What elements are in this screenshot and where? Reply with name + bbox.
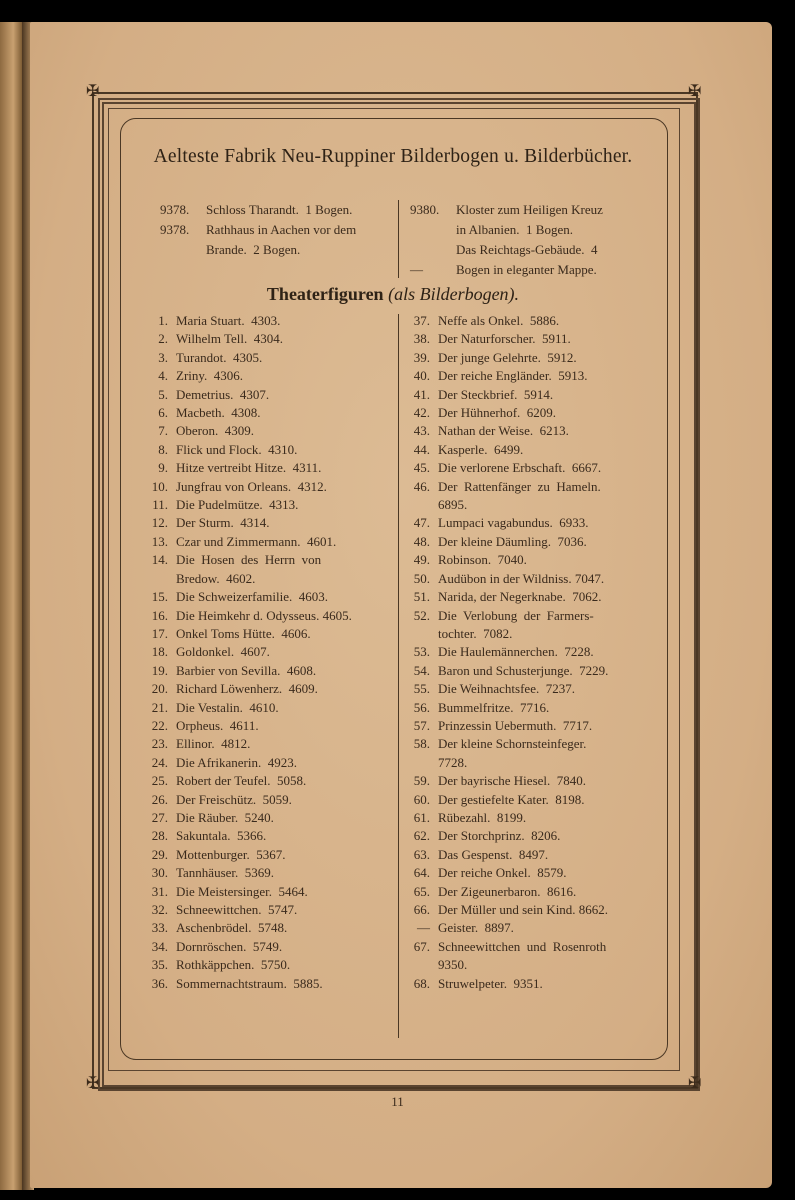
play-entry (142, 883, 392, 901)
play-title: Barbier von Sevilla. 4608. (176, 662, 317, 678)
play-title: Robert der Teufel. 5058. (176, 773, 307, 789)
play-title: Struwelpeter. 9351. (438, 975, 543, 991)
play-number: 14. (151, 552, 168, 568)
play-number: 15. (151, 589, 168, 605)
play-entry (142, 699, 392, 717)
play-number: 28. (151, 828, 168, 844)
play-title: Schneewittchen und Rosenroth (438, 938, 607, 954)
play-entry (142, 386, 392, 404)
play-title: Ellinor. 4812. (176, 736, 251, 752)
corner-ornament-icon: ✠ (688, 1075, 702, 1092)
play-entry (404, 772, 654, 790)
play-entry (142, 625, 392, 643)
play-number: 60. (413, 791, 430, 807)
play-number: 7. (158, 423, 168, 439)
play-title: Maria Stuart. 4303. (176, 313, 281, 328)
play-entry (404, 459, 654, 477)
play-title: Narida, der Negerknabe. 7062. (438, 589, 602, 605)
play-entry (142, 956, 392, 974)
corner-ornament-icon: ✠ (86, 83, 100, 100)
catalog-text: Kloster zum Heiligen Kreuz (456, 202, 603, 217)
catalog-line (410, 240, 650, 260)
play-title: Audübon in der Wildniss. 7047. (438, 570, 605, 586)
top-column-divider (398, 200, 399, 278)
play-title: Der kleine Däumling. 7036. (438, 533, 587, 549)
play-title: Der junge Gelehrte. 5912. (438, 349, 577, 365)
play-number: 21. (151, 699, 168, 715)
play-title: Sommernachtstraum. 5885. (176, 975, 323, 991)
play-entry (142, 533, 392, 551)
play-entry (142, 975, 392, 993)
play-title: 9350. (438, 957, 468, 973)
catalog-text: Rathhaus in Aachen vor dem (206, 222, 357, 237)
play-title: Hitze vertreibt Hitze. 4311. (176, 460, 322, 476)
play-entry-continuation (404, 956, 654, 974)
play-number: 4. (158, 368, 168, 384)
play-entry (404, 827, 654, 845)
play-number: 45. (413, 460, 430, 476)
play-title: Wilhelm Tell. 4304. (176, 331, 284, 347)
play-title: Flick und Flock. 4310. (176, 441, 298, 457)
play-entry (142, 864, 392, 882)
catalog-line (160, 200, 390, 220)
play-number: 35. (151, 957, 168, 973)
play-title: Orpheus. 4611. (176, 717, 259, 733)
play-entry (142, 459, 392, 477)
play-number: 62. (413, 828, 430, 844)
play-title: Der Zigeunerbaron. 8616. (438, 883, 577, 899)
top-left-block (160, 200, 390, 260)
catalog-text: in Albanien. 1 Bogen. (456, 222, 573, 237)
play-entry (404, 404, 654, 422)
play-entry (142, 754, 392, 772)
play-number: 1. (158, 313, 168, 328)
play-title: Der Storchprinz. 8206. (438, 828, 561, 844)
play-title: Der reiche Onkel. 8579. (438, 865, 567, 881)
play-number: 3. (158, 349, 168, 365)
play-entry (142, 827, 392, 845)
catalog-line (160, 220, 390, 240)
play-number: 54. (413, 662, 430, 678)
play-number: 17. (151, 625, 168, 641)
play-number: 31. (151, 883, 168, 899)
catalog-number: 9378. (160, 222, 190, 237)
play-title: Die Weihnachtsfee. 7237. (438, 681, 575, 697)
play-number: 5. (158, 386, 168, 402)
play-entry (404, 791, 654, 809)
play-title: Tannhäuser. 5369. (176, 865, 275, 881)
play-title: Die Räuber. 5240. (176, 809, 274, 825)
play-number: — (417, 920, 430, 936)
catalog-line (410, 260, 650, 280)
play-title: Neffe als Onkel. 5886. (438, 313, 560, 328)
play-number: 58. (413, 736, 430, 752)
play-number: 20. (151, 681, 168, 697)
catalog-number: 9378. (160, 202, 190, 217)
play-number: 32. (151, 902, 168, 917)
play-title: Oberon. 4309. (176, 423, 254, 439)
play-title: Baron und Schusterjunge. 7229. (438, 662, 609, 678)
page-number: 11 (391, 1094, 404, 1109)
play-title: Lumpaci vagabundus. 6933. (438, 515, 589, 531)
catalog-line (410, 200, 650, 220)
play-number: 24. (151, 754, 168, 770)
play-number: 55. (413, 681, 430, 697)
play-number: 33. (151, 920, 168, 936)
left-column (142, 312, 392, 993)
play-entry (142, 717, 392, 735)
play-title: Die Verlobung der Farmers- (438, 607, 594, 623)
play-entry (142, 422, 392, 440)
play-entry (404, 717, 654, 735)
play-title: Der Steckbrief. 5914. (438, 386, 554, 402)
play-number: 68. (413, 975, 430, 991)
play-entry (404, 386, 654, 404)
play-entry-continuation (404, 754, 654, 772)
play-entry (404, 846, 654, 864)
play-entry (142, 809, 392, 827)
play-title: Kasperle. 6499. (438, 441, 524, 457)
play-title: Der reiche Engländer. 5913. (438, 368, 588, 384)
page-title: Aelteste Fabrik Neu-Ruppiner Bilderbogen u. Bilderbücher. (153, 146, 633, 167)
play-number: 22. (151, 717, 168, 733)
play-title: Rübezahl. 8199. (438, 809, 527, 825)
top-right-block (410, 200, 650, 280)
play-title: Die Vestalin. 4610. (176, 699, 279, 715)
play-title: Der Sturm. 4314. (176, 515, 270, 531)
play-entry (142, 496, 392, 514)
play-number: 63. (413, 846, 430, 862)
play-number: 34. (151, 938, 168, 954)
play-number: 50. (413, 570, 430, 586)
play-title: Das Gespenst. 8497. (438, 846, 549, 862)
play-number: 49. (413, 552, 430, 568)
play-entry (142, 441, 392, 459)
play-title: Mottenburger. 5367. (176, 846, 286, 862)
play-entry (404, 809, 654, 827)
play-title: Die verlorene Erbschaft. 6667. (438, 460, 602, 476)
play-entry (404, 643, 654, 661)
play-number: 53. (413, 644, 430, 660)
play-entry (404, 478, 654, 496)
play-number: 46. (413, 478, 430, 494)
play-title: Dornröschen. 5749. (176, 938, 283, 954)
play-number: 39. (413, 349, 430, 365)
catalog-text: Schloss Tharandt. 1 Bogen. (206, 202, 353, 217)
play-entry (404, 312, 654, 330)
play-number: 66. (413, 902, 430, 917)
play-entry (404, 514, 654, 532)
play-entry (404, 662, 654, 680)
catalog-text: Das Reichtags-Gebäude. 4 (456, 242, 598, 257)
play-entry (404, 330, 654, 348)
play-title: Czar und Zimmermann. 4601. (176, 533, 337, 549)
play-number: 41. (413, 386, 430, 402)
play-title: Jungfrau von Orleans. 4312. (176, 478, 327, 494)
play-entry (142, 607, 392, 625)
play-title: Die Pudelmütze. 4313. (176, 497, 299, 513)
play-entry (142, 404, 392, 422)
play-entry (404, 551, 654, 569)
play-number: 10. (151, 478, 168, 494)
play-number: 26. (151, 791, 168, 807)
main-column-divider (398, 314, 399, 1038)
play-entry (142, 680, 392, 698)
play-entry (404, 533, 654, 551)
play-title: Bredow. 4602. (176, 570, 256, 586)
right-column (404, 312, 654, 993)
play-number: 67. (413, 938, 430, 954)
play-number: 36. (151, 975, 168, 991)
play-entry (404, 680, 654, 698)
play-title: Aschenbrödel. 5748. (176, 920, 288, 936)
play-entry (142, 643, 392, 661)
play-number: 30. (151, 865, 168, 881)
play-number: 65. (413, 883, 430, 899)
play-entry (404, 422, 654, 440)
play-number: 25. (151, 773, 168, 789)
play-title: Der Naturforscher. 5911. (438, 331, 571, 347)
play-title: Macbeth. 4308. (176, 405, 261, 421)
play-entry (142, 919, 392, 937)
play-number: 29. (151, 846, 168, 862)
play-number: 11. (152, 497, 168, 513)
play-entry (142, 735, 392, 753)
play-title: Turandot. 4305. (176, 349, 263, 365)
play-title: Geister. 8897. (438, 920, 514, 936)
play-title: Die Haulemännerchen. 7228. (438, 644, 594, 660)
play-entry (142, 772, 392, 790)
play-number: 37. (413, 313, 430, 328)
catalog-text: Bogen in eleganter Mappe. (456, 262, 597, 277)
play-title: Der Rattenfänger zu Hameln. (438, 478, 601, 494)
play-title: Der bayrische Hiesel. 7840. (438, 773, 587, 789)
play-title: Goldonkel. 4607. (176, 644, 270, 660)
play-number: 16. (151, 607, 168, 623)
play-title: Zriny. 4306. (176, 368, 244, 384)
play-title: Rothkäppchen. 5750. (176, 957, 291, 973)
play-entry (142, 662, 392, 680)
play-entry (142, 846, 392, 864)
play-entry (404, 883, 654, 901)
play-number: 57. (413, 717, 430, 733)
play-title: Der Freischütz. 5059. (176, 791, 292, 807)
corner-ornament-icon: ✠ (688, 83, 702, 100)
play-entry (404, 349, 654, 367)
play-title: Demetrius. 4307. (176, 386, 270, 402)
play-number: 19. (151, 662, 168, 678)
play-number: 13. (151, 533, 168, 549)
play-title: Schneewittchen. 5747. (176, 902, 298, 917)
play-number: 64. (413, 865, 430, 881)
play-number: 48. (413, 533, 430, 549)
play-title: Der Müller und sein Kind. 8662. (438, 902, 609, 917)
play-entry-continuation (142, 570, 392, 588)
play-title: Sakuntala. 5366. (176, 828, 267, 844)
play-entry (404, 699, 654, 717)
catalog-line (160, 240, 390, 260)
play-entry (404, 938, 654, 956)
catalog-text: Brande. 2 Bogen. (206, 242, 301, 257)
play-number: 8. (158, 441, 168, 457)
play-entry (404, 441, 654, 459)
play-number: 9. (158, 460, 168, 476)
play-entry (404, 588, 654, 606)
play-number: 61. (413, 809, 430, 825)
play-title: Die Heimkehr d. Odysseus. 4605. (176, 607, 352, 623)
catalog-number: — (410, 262, 423, 277)
play-number: 59. (413, 773, 430, 789)
play-title: Prinzessin Uebermuth. 7717. (438, 717, 593, 733)
play-title: Der Hühnerhof. 6209. (438, 405, 557, 421)
left-page-edge (0, 22, 22, 1190)
play-entry (404, 901, 654, 919)
play-title: Der kleine Schornsteinfeger. (438, 736, 587, 752)
play-number: 44. (413, 441, 430, 457)
play-number: 27. (151, 809, 168, 825)
play-number: 12. (151, 515, 168, 531)
play-number: 2. (158, 331, 168, 347)
section-heading-italic: (als Bilderbogen). (388, 284, 520, 304)
catalog-number: 9380. (410, 202, 440, 217)
play-title: Der gestiefelte Kater. 8198. (438, 791, 585, 807)
play-entry-continuation (404, 625, 654, 643)
play-entry (142, 588, 392, 606)
play-entry (142, 551, 392, 569)
play-number: 6. (158, 405, 168, 421)
play-entry (404, 975, 654, 993)
play-title: Die Schweizerfamilie. 4603. (176, 589, 328, 605)
play-number: 52. (413, 607, 430, 623)
play-number: 18. (151, 644, 168, 660)
play-entry (142, 938, 392, 956)
play-entry (142, 791, 392, 809)
play-number: 23. (151, 736, 168, 752)
section-heading-bold: Theaterfiguren (266, 284, 384, 304)
play-number: 42. (413, 405, 430, 421)
play-entry (404, 735, 654, 753)
play-title: 7728. (438, 754, 468, 770)
corner-ornament-icon: ✠ (86, 1075, 100, 1092)
play-entry (404, 864, 654, 882)
play-number: 51. (413, 589, 430, 605)
play-title: Die Afrikanerin. 4923. (176, 754, 297, 770)
play-title: Bummelfritze. 7716. (438, 699, 550, 715)
play-entry (142, 330, 392, 348)
play-number: 47. (413, 515, 430, 531)
play-title: Die Hosen des Herrn von (176, 552, 322, 568)
catalog-line (410, 220, 650, 240)
play-entry (142, 478, 392, 496)
play-entry (142, 312, 392, 330)
play-title: Richard Löwenherz. 4609. (176, 681, 318, 697)
play-number: 38. (413, 331, 430, 347)
play-title: Onkel Toms Hütte. 4606. (176, 625, 311, 641)
play-entry (142, 367, 392, 385)
play-title: Die Meistersinger. 5464. (176, 883, 308, 899)
play-entry (142, 901, 392, 919)
play-title: Nathan der Weise. 6213. (438, 423, 569, 439)
play-entry (142, 349, 392, 367)
play-entry (142, 514, 392, 532)
play-entry (404, 919, 654, 937)
play-entry (404, 367, 654, 385)
section-heading (120, 284, 666, 305)
play-entry-continuation (404, 496, 654, 514)
play-number: 43. (413, 423, 430, 439)
play-number: 40. (413, 368, 430, 384)
play-entry (404, 570, 654, 588)
play-entry (404, 607, 654, 625)
play-title: 6895. (438, 497, 468, 513)
play-title: tochter. 7082. (438, 625, 513, 641)
play-title: Robinson. 7040. (438, 552, 527, 568)
play-number: 56. (413, 699, 430, 715)
